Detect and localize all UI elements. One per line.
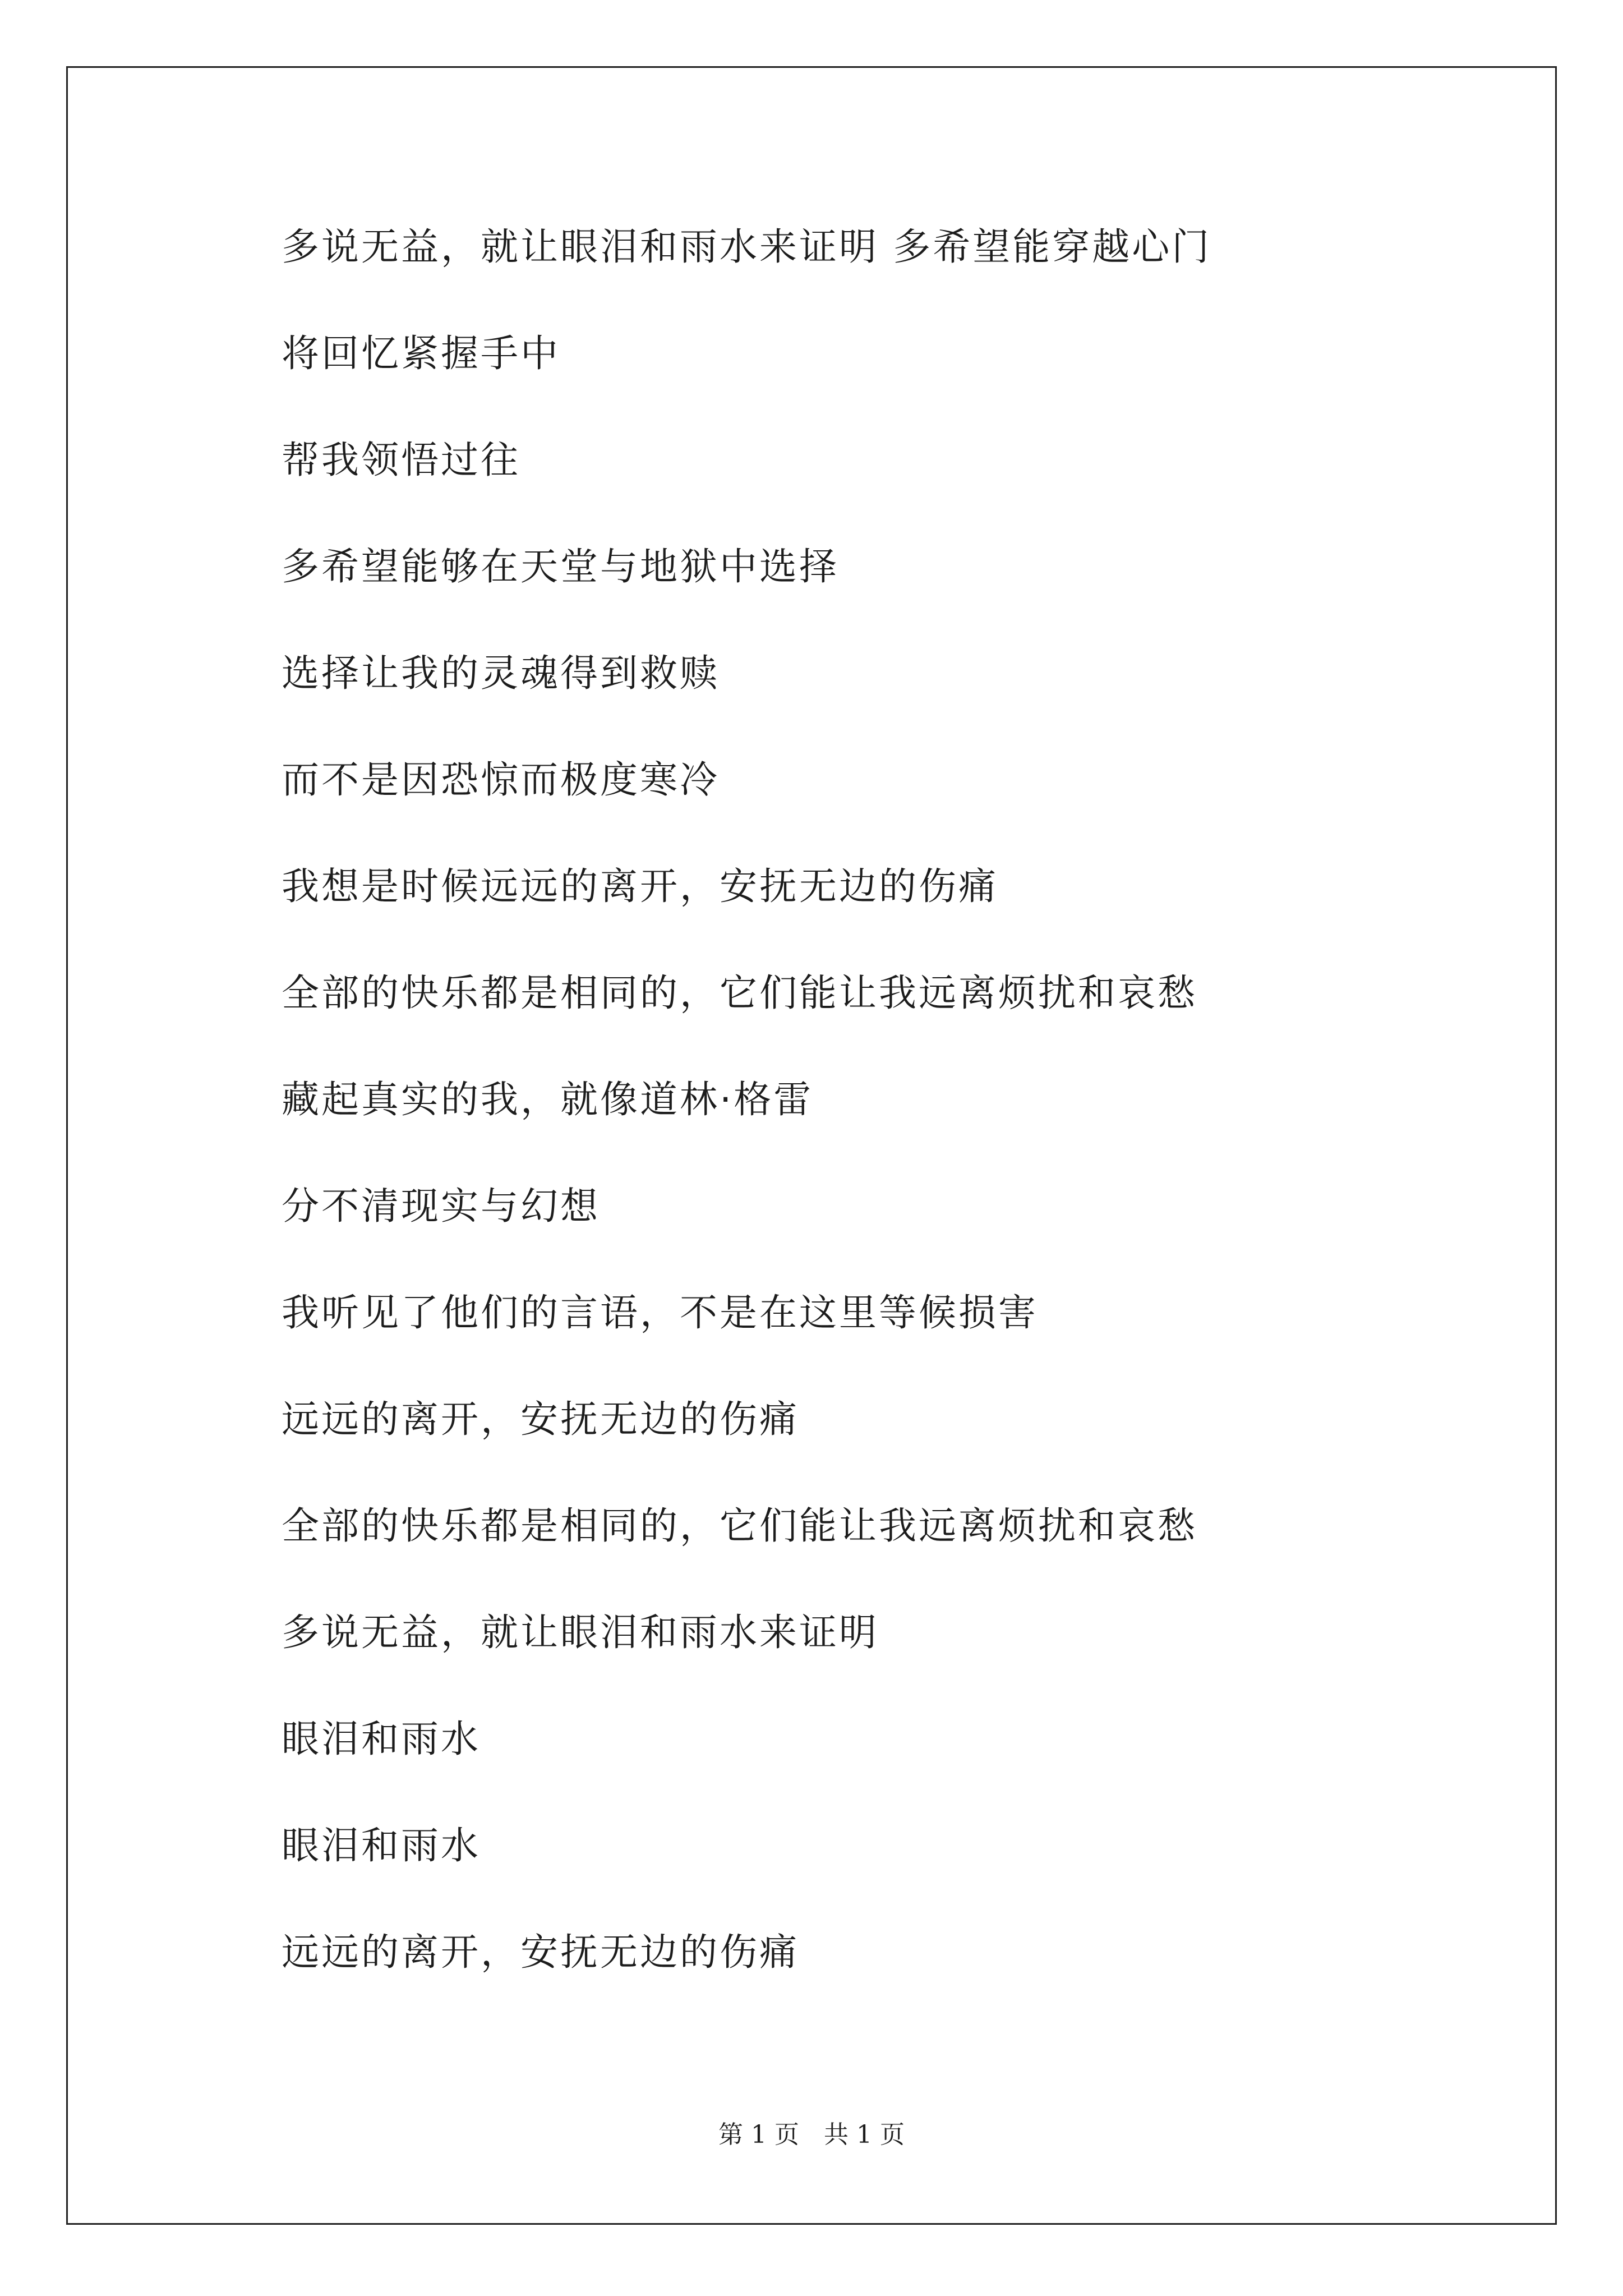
text-line: 将回忆紧握手中 bbox=[282, 332, 560, 375]
text-line: 藏起真实的我，就像道林·格雷 bbox=[282, 1078, 814, 1121]
text-line: 眼泪和雨水 bbox=[282, 1824, 481, 1867]
text-line: 眼泪和雨水 bbox=[282, 1717, 481, 1761]
text-line: 多说无益，就让眼泪和雨水来证明 多希望能穿越心门 bbox=[282, 225, 1212, 269]
text-line: 多希望能够在天堂与地狱中选择 bbox=[282, 545, 839, 588]
text-line: 全部的快乐都是相同的，它们能让我远离烦扰和哀愁 bbox=[282, 1504, 1197, 1548]
page-footer bbox=[0, 2119, 1623, 2151]
text-line: 我想是时候远远的离开，安抚无边的伤痛 bbox=[282, 864, 998, 908]
text-line: 远远的离开，安抚无边的伤痛 bbox=[282, 1930, 799, 1974]
text-line: 远远的离开，安抚无边的伤痛 bbox=[282, 1397, 799, 1441]
text-line: 全部的快乐都是相同的，它们能让我远离烦扰和哀愁 bbox=[282, 971, 1197, 1015]
page-total: 共 1 页 bbox=[824, 2120, 905, 2149]
text-line: 分不清现实与幻想 bbox=[282, 1184, 600, 1228]
text-line: 多说无益，就让眼泪和雨水来证明 bbox=[282, 1611, 879, 1654]
page-number: 第 1 页 bbox=[718, 2120, 799, 2149]
text-line: 而不是因恐惊而极度寒冷 bbox=[282, 758, 720, 802]
text-line: 帮我领悟过往 bbox=[282, 438, 520, 482]
page-border bbox=[66, 66, 1557, 2225]
text-line: 选择让我的灵魂得到救赎 bbox=[282, 651, 720, 695]
text-line: 我听见了他们的言语，不是在这里等候损害 bbox=[282, 1291, 1038, 1335]
